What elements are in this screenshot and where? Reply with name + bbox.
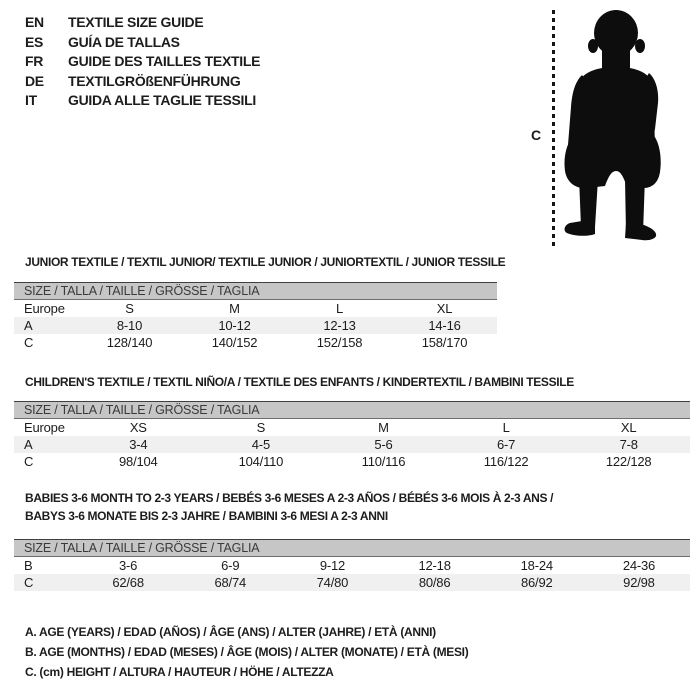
- language-list: [25, 13, 260, 111]
- toddler-silhouette-image: [555, 5, 670, 245]
- table-cell: 3-4: [129, 437, 148, 452]
- table-cell: 122/128: [605, 454, 652, 469]
- table-cell: S: [256, 420, 266, 435]
- height-measure-label: C: [531, 127, 542, 143]
- language-title: GUIDA ALLE TAGLIE TESSILI: [68, 92, 256, 108]
- size-header-bar: SIZE / TALLA / TAILLE / GRÖSSE / TAGLIA: [14, 402, 690, 419]
- table-cell: 140/152: [211, 335, 258, 350]
- table-cell: 92/98: [623, 575, 655, 590]
- table-cell: 80/86: [418, 575, 451, 590]
- row-label: C: [24, 575, 34, 590]
- table-cell: L: [502, 420, 510, 435]
- table-cell: 128/140: [106, 335, 153, 350]
- section-title-babies-line1: BABIES 3-6 MONTH TO 2-3 YEARS / BEBÉS 3-6 MESES A 2-3 AÑOS / BÉBÉS 3-6 MOIS À 2-3 ANS /: [25, 491, 554, 505]
- children-size-table: [14, 401, 690, 470]
- legend-age-months: B. AGE (MONTHS) / EDAD (MESES) / ÂGE (MOIS) / ALTER (MONATE) / ETÀ (MESI): [25, 645, 469, 659]
- junior-size-table: [14, 282, 497, 351]
- table-cell: L: [335, 301, 344, 316]
- table-cell: 6-7: [496, 437, 516, 452]
- table-cell: 8-10: [116, 318, 143, 333]
- language-row-en: [25, 13, 260, 33]
- language-title: GUIDE DES TAILLES TEXTILE: [68, 53, 261, 69]
- row-label: C: [24, 335, 34, 350]
- table-cell: XL: [436, 301, 453, 316]
- size-header-bar: SIZE / TALLA / TAILLE / GRÖSSE / TAGLIA: [14, 540, 690, 557]
- size-header-bar: SIZE / TALLA / TAILLE / GRÖSSE / TAGLIA: [14, 283, 497, 300]
- language-code: FR: [25, 53, 44, 69]
- table-row-height: [14, 453, 690, 470]
- table-cell: 110/116: [361, 454, 406, 469]
- language-code: IT: [25, 92, 37, 108]
- row-label: A: [24, 318, 33, 333]
- language-row-es: [25, 33, 260, 53]
- row-label: A: [24, 437, 33, 452]
- legend-height-cm: C. (cm) HEIGHT / ALTURA / HAUTEUR / HÖHE / ALTEZZA: [25, 665, 334, 679]
- table-cell: 158/170: [421, 335, 468, 350]
- measure-legend: [25, 622, 468, 682]
- row-label: Europe: [24, 301, 65, 316]
- table-cell: 4-5: [251, 437, 270, 452]
- section-title-babies-line2: BABYS 3-6 MONATE BIS 2-3 JAHRE / BAMBINI 3-6 MESI A 2-3 ANNI: [25, 509, 388, 523]
- table-cell: 3-6: [118, 558, 138, 573]
- language-title: GUÍA DE TALLAS: [68, 33, 180, 50]
- language-code: DE: [25, 72, 44, 89]
- table-row-height: [14, 334, 497, 351]
- table-cell: 18-24: [520, 558, 553, 573]
- table-row-europe: [14, 300, 497, 317]
- table-row-height: [14, 574, 690, 591]
- table-row-age-months: [14, 557, 690, 574]
- table-row-europe: [14, 419, 690, 436]
- language-title: TEXTILE SIZE GUIDE: [68, 14, 204, 30]
- language-row-fr: [25, 52, 260, 72]
- table-cell: 116/122: [483, 454, 529, 469]
- table-cell: 62/68: [112, 575, 144, 590]
- language-row-it: [25, 91, 260, 111]
- table-cell: 12-13: [323, 318, 356, 333]
- row-label: Europe: [24, 420, 65, 435]
- language-title: TEXTILGRÖßENFÜHRUNG: [68, 72, 241, 89]
- table-cell: 74/80: [316, 575, 349, 590]
- row-label: C: [24, 454, 34, 469]
- table-cell: 5-6: [374, 437, 393, 452]
- section-title-children: CHILDREN'S TEXTILE / TEXTIL NIÑO/A / TEXTILE DES ENFANTS / KINDERTEXTIL / BAMBINI TESSILE: [25, 375, 574, 389]
- table-row-age: [14, 436, 690, 453]
- table-cell: 14-16: [428, 318, 461, 333]
- table-cell: 104/110: [238, 454, 284, 469]
- table-cell: XL: [620, 420, 637, 435]
- table-cell: 86/92: [521, 575, 553, 590]
- table-cell: 9-12: [319, 558, 346, 573]
- table-cell: XS: [129, 420, 147, 435]
- table-cell: 6-9: [221, 558, 240, 573]
- table-cell: M: [378, 420, 389, 435]
- table-cell: 24-36: [622, 558, 656, 573]
- table-row-age: [14, 317, 497, 334]
- legend-age-years: A. AGE (YEARS) / EDAD (AÑOS) / ÂGE (ANS) / ALTER (JAHRE) / ETÀ (ANNI): [25, 625, 436, 639]
- babies-size-table: [14, 539, 690, 591]
- table-cell: 98/104: [119, 454, 158, 469]
- row-label: B: [24, 558, 33, 573]
- language-code: ES: [25, 33, 44, 50]
- language-row-de: [25, 72, 260, 92]
- section-title-junior: JUNIOR TEXTILE / TEXTIL JUNIOR/ TEXTILE JUNIOR / JUNIORTEXTIL / JUNIOR TESSILE: [25, 255, 506, 269]
- table-cell: 7-8: [619, 437, 638, 452]
- language-code: EN: [25, 14, 44, 30]
- table-cell: 68/74: [214, 575, 247, 590]
- table-cell: 10-12: [218, 318, 251, 333]
- table-cell: 12-18: [418, 558, 451, 573]
- table-cell: M: [229, 301, 240, 316]
- table-cell: 152/158: [316, 335, 363, 350]
- table-cell: S: [125, 301, 134, 316]
